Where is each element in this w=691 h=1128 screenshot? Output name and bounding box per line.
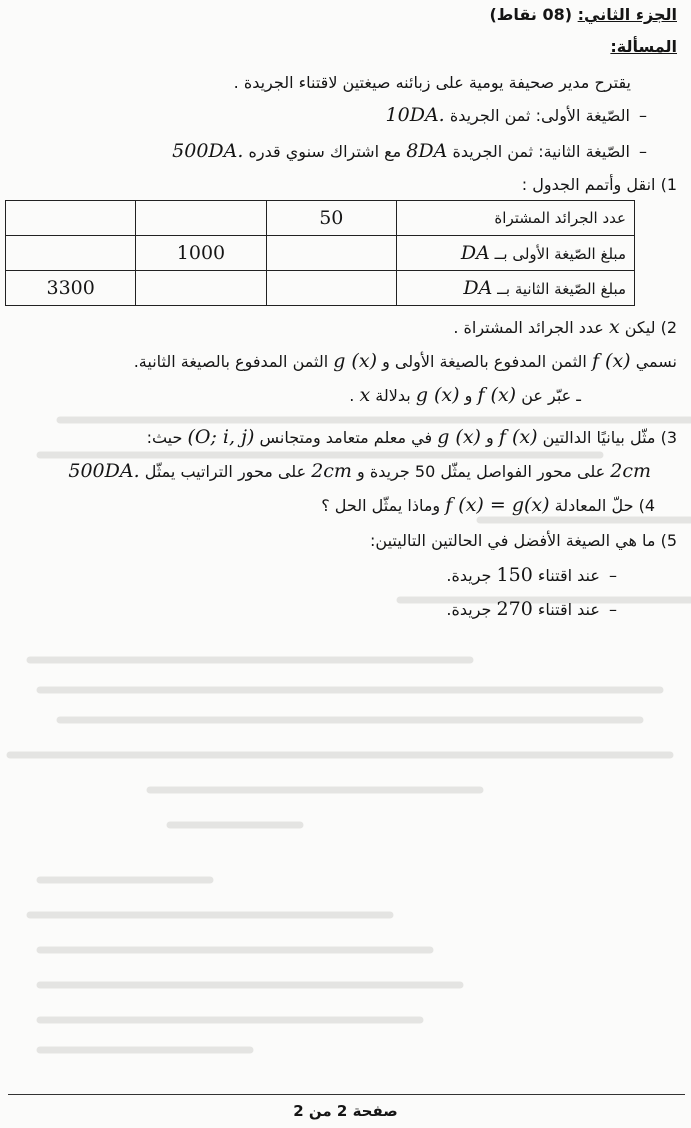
- q2-text-b: عدد الجرائد المشتراة .: [453, 318, 604, 337]
- g-of-x: g (x): [415, 384, 460, 406]
- q2-line-3: [14, 384, 581, 407]
- row-unit: DA: [460, 242, 490, 264]
- table-cell: [266, 271, 396, 306]
- q1-text: انقل وأتمم الجدول :: [521, 175, 656, 194]
- f-of-x: f (x): [591, 350, 631, 372]
- case-value: 270: [496, 598, 533, 620]
- table-cell: [136, 201, 266, 236]
- var-x: x: [359, 384, 371, 406]
- formula-1: [14, 104, 651, 127]
- f-of-x: f (x): [498, 426, 538, 448]
- values-table: [5, 200, 635, 306]
- q3-text-a: مثّل بيانيًا الدالتين: [542, 428, 656, 447]
- q5-text: ما هي الصيغة الأفضل في الحالتين التاليتين:: [370, 531, 656, 550]
- q4-text-b: وماذا يمثّل الحل ؟: [321, 496, 441, 515]
- formula2-value-b: 500DA.: [172, 140, 244, 162]
- q2-line2-a: نسمي: [635, 352, 677, 371]
- table-cell: [6, 201, 136, 236]
- case-2: [14, 598, 621, 621]
- table-cell: 1000: [136, 236, 266, 271]
- row-header: [396, 236, 634, 271]
- points: (08 نقاط): [489, 5, 573, 24]
- question-5: [14, 530, 677, 552]
- case-value: 150: [496, 564, 533, 586]
- page-number: صفحة 2 من 2: [293, 1102, 398, 1120]
- q2-line3-end: .: [349, 386, 355, 405]
- q2-line3-a: ـ عبّر عن: [521, 386, 581, 405]
- row-header-text: مبلغ الصّيغة الثانية بــ: [497, 280, 626, 298]
- q2-line2-c: الثمن المدفوع بالصيغة الثانية.: [133, 352, 329, 371]
- q2-number: 2): [660, 318, 677, 337]
- question-4: [14, 494, 655, 517]
- row-header: عدد الجرائد المشتراة: [396, 201, 634, 236]
- table-cell: 50: [266, 201, 396, 236]
- q2-text-a: ليكن: [624, 318, 656, 337]
- table-cell: 3300: [6, 271, 136, 306]
- formula2-text-a: ثمن الجريدة: [452, 142, 534, 161]
- question-3: [14, 426, 677, 449]
- dash-bullet: –: [609, 566, 617, 585]
- formula2-text-b: مع اشتراك سنوي قدره: [248, 142, 402, 161]
- q3-line2-e: 500DA.: [68, 460, 140, 482]
- coordinate-frame: (O; i, j): [187, 426, 255, 448]
- q1-number: 1): [660, 175, 677, 194]
- table-cell: [266, 236, 396, 271]
- formula1-text: ثمن الجريدة: [449, 106, 531, 125]
- q2-line3-c: بدلالة: [375, 386, 411, 405]
- table-cell: [136, 271, 266, 306]
- equation: f (x) = g(x): [445, 494, 550, 516]
- formula1-label: الصّيغة الأولى:: [535, 106, 630, 125]
- problem-heading: [14, 36, 677, 58]
- intro-text: يقترح مدير صحيفة يومية على زبائنه صيغتين لاقتناء الجريدة .: [233, 73, 631, 92]
- dash-bullet: –: [639, 142, 647, 161]
- formula-2: [14, 140, 651, 163]
- table-cell: [6, 236, 136, 271]
- case-1: [14, 564, 621, 587]
- row-unit: DA: [463, 277, 493, 299]
- formula1-value: 10DA.: [385, 104, 445, 126]
- table-row: [6, 271, 635, 306]
- case-text-a: عند اقتناء: [537, 566, 600, 585]
- row-header-text: مبلغ الصّيغة الأولى بــ: [494, 245, 626, 263]
- table-row: [6, 201, 635, 236]
- q2-line3-b: و: [464, 386, 473, 405]
- q2-line2-b: الثمن المدفوع بالصيغة الأولى و: [382, 352, 587, 371]
- q3-number: 3): [660, 428, 677, 447]
- case-text-b: جريدة.: [446, 566, 492, 585]
- formula2-value-a: 8DA: [406, 140, 448, 162]
- g-of-x: g (x): [437, 426, 481, 448]
- q3-text-b: و: [486, 428, 494, 447]
- question-2: [14, 316, 677, 339]
- formula2-label: الصّيغة الثانية:: [538, 142, 630, 161]
- q3-line2-d: على محور التراتيب يمثّل: [144, 462, 307, 481]
- case-text-a: عند اقتناء: [537, 600, 600, 619]
- q5-number: 5): [660, 531, 677, 550]
- question-1: [14, 174, 677, 196]
- q2-line-2: [14, 350, 677, 373]
- q3-text-c: في معلم متعامد ومتجانس: [259, 428, 433, 447]
- part-heading: [14, 4, 677, 26]
- q4-number: 4): [638, 496, 655, 515]
- dash-bullet: –: [639, 106, 647, 125]
- case-text-b: جريدة.: [446, 600, 492, 619]
- footer-divider: [8, 1094, 685, 1095]
- q3-text-d: حيث:: [146, 428, 183, 447]
- f-of-x: f (x): [477, 384, 517, 406]
- q3-line-2: [14, 460, 651, 483]
- g-of-x: g (x): [333, 350, 377, 372]
- table-row: [6, 236, 635, 271]
- q3-line2-b: على محور الفواصل يمثّل 50 جريدة و: [357, 462, 606, 481]
- q4-text-a: حلّ المعادلة: [554, 496, 634, 515]
- var-x: x: [608, 316, 620, 338]
- problem-title: المسألة:: [610, 37, 677, 56]
- q3-line2-a: 2cm: [610, 460, 651, 482]
- dash-bullet: –: [609, 600, 617, 619]
- q3-line2-c: 2cm: [311, 460, 352, 482]
- row-header: [396, 271, 634, 306]
- part-title: الجزء الثاني:: [577, 5, 677, 24]
